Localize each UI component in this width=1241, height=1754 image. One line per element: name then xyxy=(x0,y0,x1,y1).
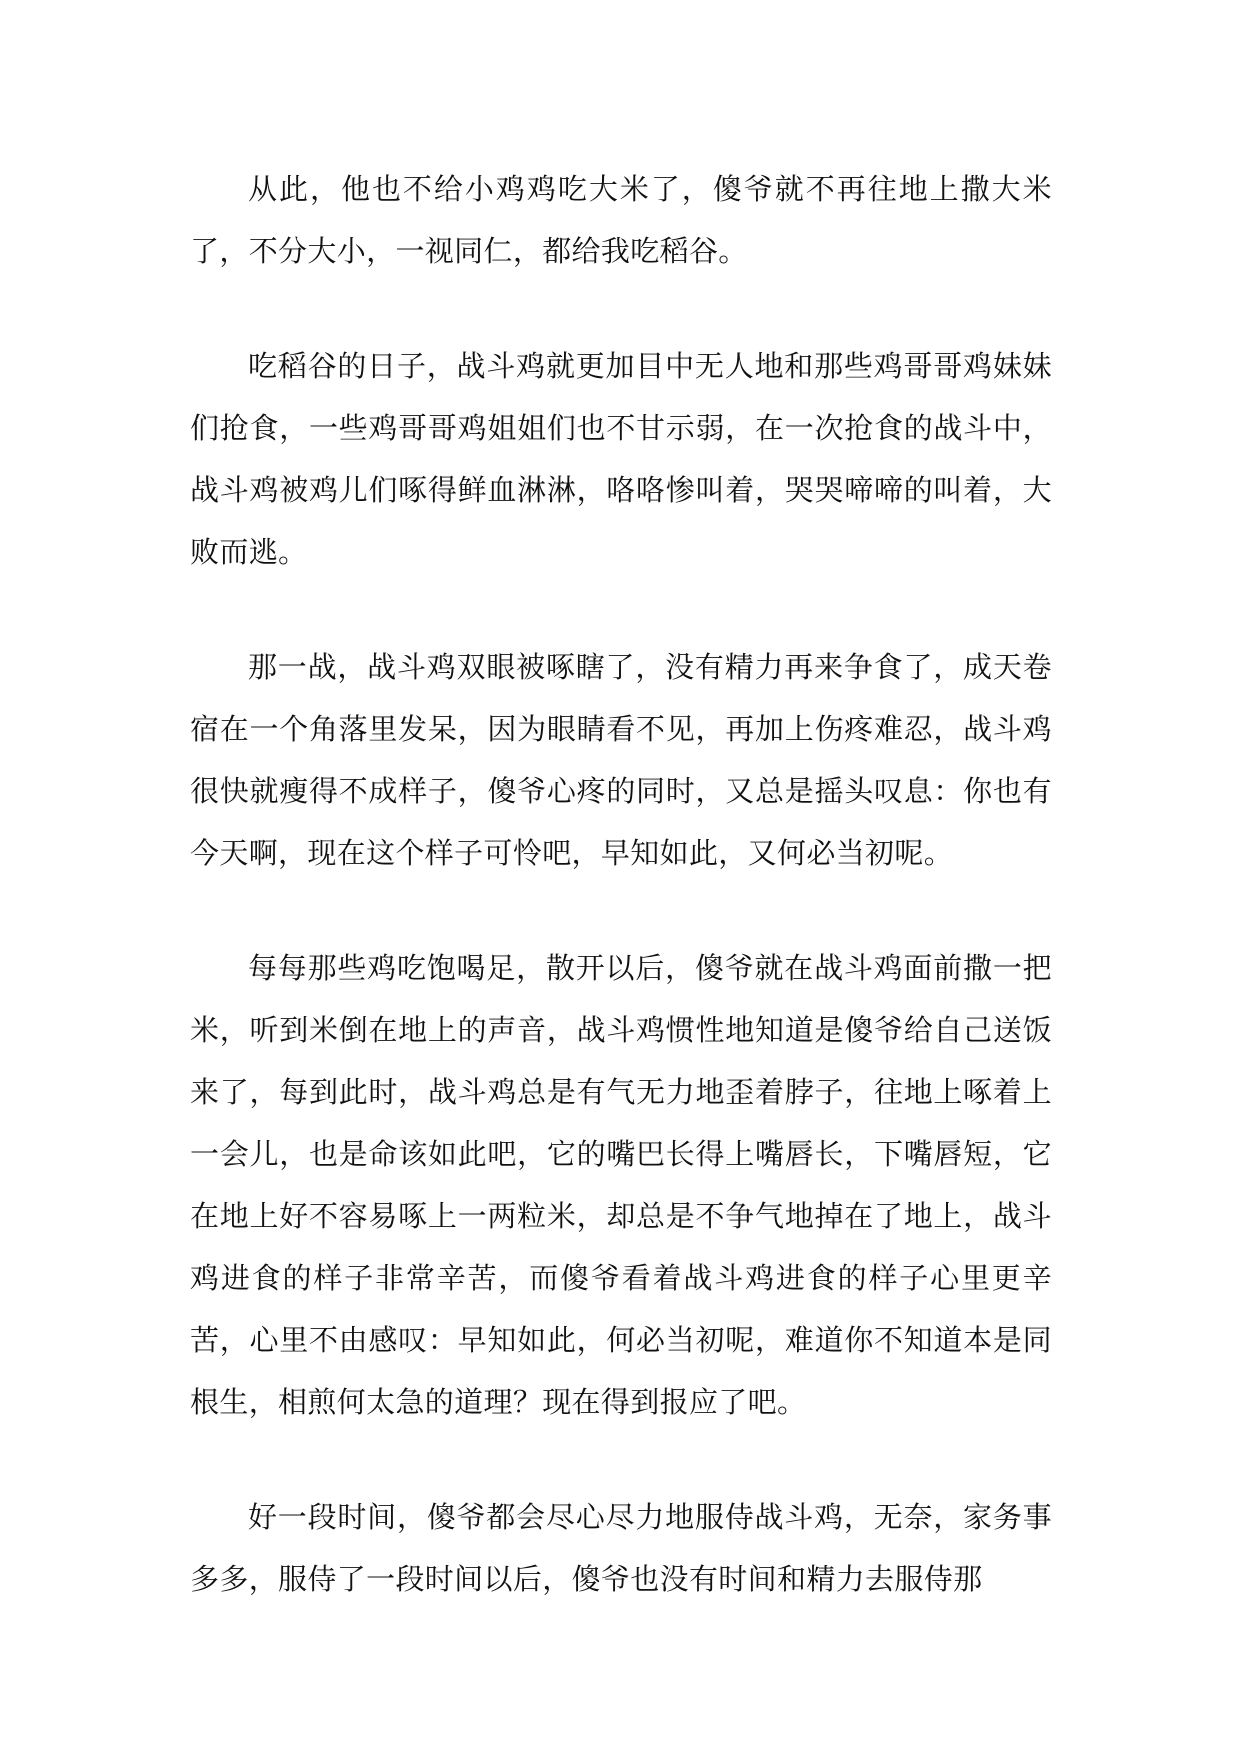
paragraph: 那一战，战斗鸡双眼被啄瞎了，没有精力再来争食了，成天卷宿在一个角落里发呆，因为眼睛看不见，再加上伤疼难忍，战斗鸡很快就瘦得不成样子，傻爷心疼的同时，又总是摇头叹息：你也有今天啊，现在这个样子可怜吧，早知如此，又何必当初呢。 xyxy=(190,650,1052,870)
paragraph: 每每那些鸡吃饱喝足，散开以后，傻爷就在战斗鸡面前撒一把米，听到米倒在地上的声音，战斗鸡惯性地知道是傻爷给自己送饭来了，每到此时，战斗鸡总是有气无力地歪着脖子，往地上啄着上一会儿，也是命该如此吧，它的嘴巴长得上嘴唇长，下嘴唇短，它在地上好不容易啄上一两粒米，却总是不争气地掉在了地上，战斗鸡进食的样子非常辛苦，而傻爷看着战斗鸡进食的样子心里更辛苦，心里不由感叹：早知如此，何必当初呢，难道你不知道本是同根生，相煎何太急的道理？现在得到报应了吧。 xyxy=(190,951,1052,1419)
paragraph: 吃稻谷的日子，战斗鸡就更加目中无人地和那些鸡哥哥鸡妹妹们抢食，一些鸡哥哥鸡姐姐们也不甘示弱，在一次抢食的战斗中，战斗鸡被鸡儿们啄得鲜血淋淋，咯咯惨叫着，哭哭啼啼的叫着，大败而逃。 xyxy=(190,349,1052,569)
paragraph: 好一段时间，傻爷都会尽心尽力地服侍战斗鸡，无奈，家务事多多，服侍了一段时间以后，傻爷也没有时间和精力去服侍那 xyxy=(190,1500,1052,1596)
paragraph: 从此，他也不给小鸡鸡吃大米了，傻爷就不再往地上撒大米了，不分大小，一视同仁，都给我吃稻谷。 xyxy=(190,172,1052,268)
document-body xyxy=(190,158,1052,1663)
